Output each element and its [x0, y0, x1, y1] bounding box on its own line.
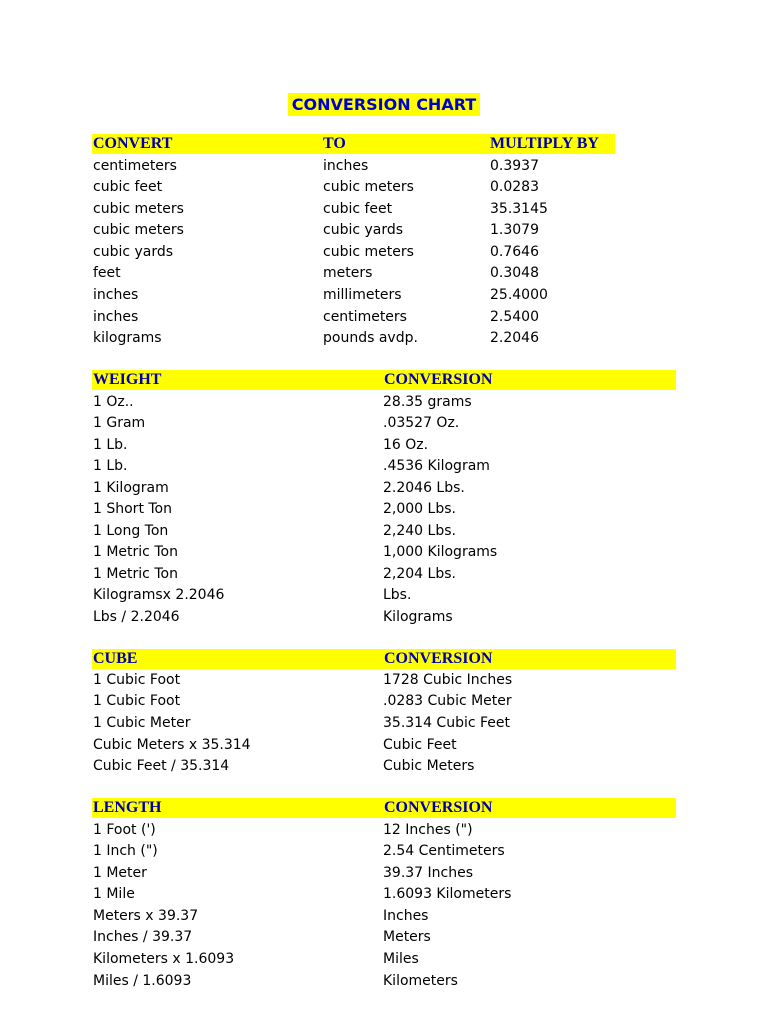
header-convert: CONVERT [93, 135, 173, 152]
table-row [0, 884, 768, 905]
cell-conversion: 35.314 Cubic Feet [383, 715, 511, 731]
cell-convert: inches [93, 287, 139, 303]
table-row [0, 691, 768, 712]
table-row [0, 949, 768, 970]
cube-header [92, 649, 676, 669]
table-row [0, 478, 768, 499]
header-conversion: CONVERSION [384, 650, 493, 667]
cell-unit: 1 Metric Ton [93, 544, 178, 560]
cell-conversion: 1,000 Kilograms [383, 544, 498, 560]
cell-conversion: 1.6093 Kilometers [383, 886, 512, 902]
header-to: TO [323, 135, 346, 152]
header-conversion: CONVERSION [384, 799, 493, 816]
table-row [0, 328, 768, 349]
cell-convert: cubic yards [93, 244, 174, 260]
cell-to: millimeters [323, 287, 402, 303]
cell-multiply: 2.2046 [490, 330, 539, 346]
cell-conversion: Meters [383, 929, 431, 945]
cell-unit: Meters x 39.37 [93, 908, 199, 924]
cell-multiply: 1.3079 [490, 222, 539, 238]
cell-convert: feet [93, 265, 121, 281]
header-length: LENGTH [93, 799, 162, 816]
header-conversion: CONVERSION [384, 371, 493, 388]
cell-multiply: 0.3937 [490, 158, 539, 174]
cell-unit: 1 Long Ton [93, 523, 169, 539]
cell-unit: 1 Oz.. [93, 394, 134, 410]
cell-unit: Inches / 39.37 [93, 929, 193, 945]
header-weight: WEIGHT [93, 371, 162, 388]
cell-conversion: 1728 Cubic Inches [383, 672, 513, 688]
cell-to: cubic feet [323, 201, 393, 217]
table-row [0, 607, 768, 628]
table-row [0, 242, 768, 263]
cell-conversion: .03527 Oz. [383, 415, 460, 431]
page-title: CONVERSION CHART [288, 93, 480, 116]
table-row [0, 906, 768, 927]
cell-conversion: 2,204 Lbs. [383, 566, 456, 582]
cell-conversion: .4536 Kilogram [383, 458, 490, 474]
table-row [0, 585, 768, 606]
header-multiply-by: MULTIPLY BY [490, 135, 599, 152]
table-row [0, 927, 768, 948]
cell-conversion: 2.2046 Lbs. [383, 480, 465, 496]
cell-unit: Cubic Feet / 35.314 [93, 758, 230, 774]
cell-conversion: Cubic Meters [383, 758, 475, 774]
cell-to: inches [323, 158, 369, 174]
cell-multiply: 2.5400 [490, 309, 539, 325]
cell-unit: 1 Cubic Meter [93, 715, 191, 731]
cell-multiply: 35.3145 [490, 201, 548, 217]
table-row [0, 542, 768, 563]
cell-conversion: 12 Inches (") [383, 822, 473, 838]
cell-unit: 1 Lb. [93, 437, 128, 453]
cell-conversion: Lbs. [383, 587, 412, 603]
cell-convert: cubic meters [93, 201, 184, 217]
table-row [0, 456, 768, 477]
table-row [0, 756, 768, 777]
cell-convert: centimeters [93, 158, 177, 174]
cell-conversion: Kilometers [383, 973, 458, 989]
table-row [0, 307, 768, 328]
header-cube: CUBE [93, 650, 138, 667]
table-row [0, 735, 768, 756]
weight-header [92, 370, 676, 390]
cell-convert: cubic meters [93, 222, 184, 238]
table-row [0, 263, 768, 284]
cell-unit: 1 Inch (") [93, 843, 158, 859]
table-row [0, 863, 768, 884]
cell-conversion: 2,240 Lbs. [383, 523, 456, 539]
cell-conversion: 39.37 Inches [383, 865, 474, 881]
cell-multiply: 0.7646 [490, 244, 539, 260]
cell-convert: inches [93, 309, 139, 325]
table-row [0, 177, 768, 198]
table-row [0, 820, 768, 841]
cell-multiply: 25.4000 [490, 287, 548, 303]
cell-unit: 1 Metric Ton [93, 566, 178, 582]
cell-unit: 1 Meter [93, 865, 147, 881]
cell-convert: kilograms [93, 330, 162, 346]
cell-conversion: .0283 Cubic Meter [383, 693, 512, 709]
cell-conversion: 28.35 grams [383, 394, 472, 410]
cell-unit: 1 Gram [93, 415, 146, 431]
table-row [0, 521, 768, 542]
cell-unit: 1 Kilogram [93, 480, 169, 496]
table-row [0, 285, 768, 306]
cell-unit: Miles / 1.6093 [93, 973, 192, 989]
table-row [0, 971, 768, 992]
cell-unit: 1 Foot (') [93, 822, 156, 838]
cell-multiply: 0.0283 [490, 179, 539, 195]
cell-to: cubic yards [323, 222, 404, 238]
length-header [92, 798, 676, 818]
cell-conversion: Kilograms [383, 609, 453, 625]
table-row [0, 435, 768, 456]
cell-unit: Kilogramsx 2.2046 [93, 587, 225, 603]
cell-to: meters [323, 265, 373, 281]
cell-unit: Kilometers x 1.6093 [93, 951, 235, 967]
table-row [0, 220, 768, 241]
table-row [0, 392, 768, 413]
cell-convert: cubic feet [93, 179, 163, 195]
convert-header [92, 134, 615, 154]
table-row [0, 564, 768, 585]
table-row [0, 413, 768, 434]
cell-conversion: Miles [383, 951, 419, 967]
cell-unit: Lbs / 2.2046 [93, 609, 180, 625]
cell-unit: 1 Cubic Foot [93, 672, 181, 688]
cell-to: cubic meters [323, 244, 414, 260]
cell-to: cubic meters [323, 179, 414, 195]
cell-conversion: 2.54 Centimeters [383, 843, 505, 859]
table-row [0, 499, 768, 520]
table-row [0, 156, 768, 177]
cell-unit: 1 Short Ton [93, 501, 172, 517]
cell-conversion: Cubic Feet [383, 737, 457, 753]
cell-unit: 1 Lb. [93, 458, 128, 474]
cell-to: centimeters [323, 309, 407, 325]
cell-multiply: 0.3048 [490, 265, 539, 281]
table-row [0, 199, 768, 220]
cell-conversion: 16 Oz. [383, 437, 429, 453]
cell-unit: 1 Mile [93, 886, 135, 902]
cell-conversion: 2,000 Lbs. [383, 501, 456, 517]
cell-unit: Cubic Meters x 35.314 [93, 737, 251, 753]
cell-conversion: Inches [383, 908, 429, 924]
cell-unit: 1 Cubic Foot [93, 693, 181, 709]
table-row [0, 713, 768, 734]
table-row [0, 841, 768, 862]
table-row [0, 670, 768, 691]
cell-to: pounds avdp. [323, 330, 418, 346]
